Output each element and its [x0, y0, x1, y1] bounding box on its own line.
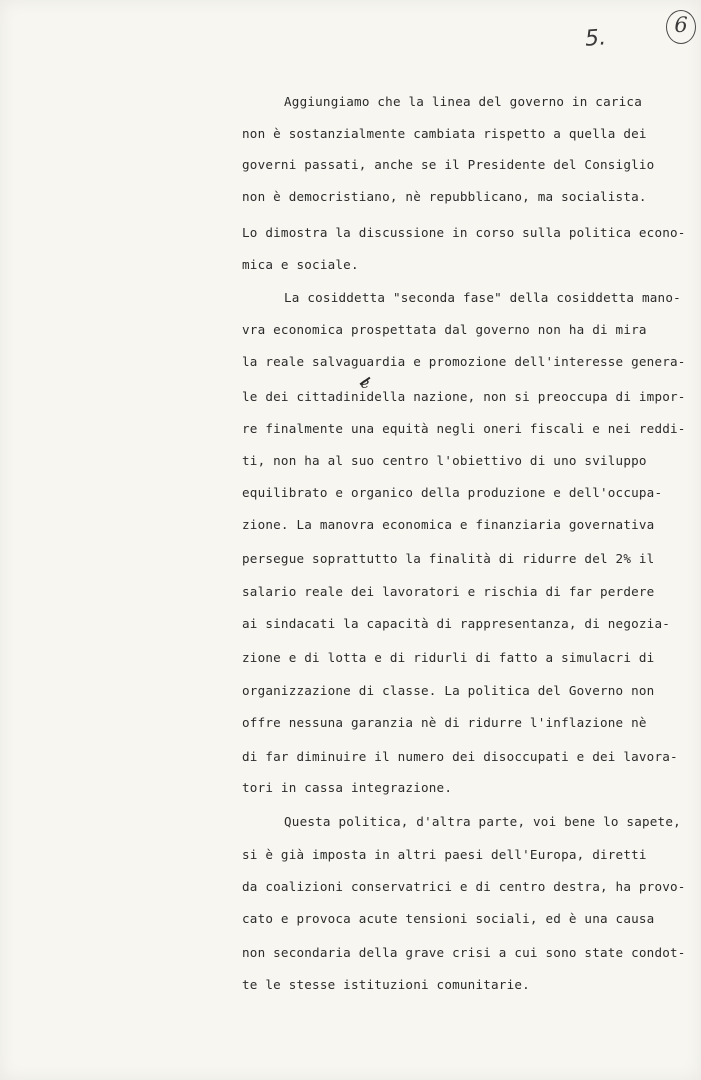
sheet-number: 6	[674, 13, 688, 37]
text-line: da coalizioni conservatrici e di centro destra, ha provo-	[242, 879, 686, 894]
text-line: organizzazione di classe. La politica del Governo non	[242, 683, 655, 698]
text-line: Aggiungiamo che la linea del governo in carica	[284, 94, 642, 109]
inserted-letter: e	[360, 374, 370, 392]
text-line: zione. La manovra economica e finanziaria governativa	[242, 517, 655, 532]
text-line: tori in cassa integrazione.	[242, 780, 453, 795]
text-line: governi passati, anche se il Presidente del Consiglio	[242, 157, 655, 172]
text-line: non è democristiano, nè repubblicano, ma socialista.	[242, 189, 647, 204]
text-segment: le dei cittadini	[242, 389, 367, 404]
text-line: zione e di lotta e di ridurli di fatto a simulacri di	[242, 650, 655, 665]
page-number: 5.	[584, 25, 607, 52]
text-line-with-correction	[242, 374, 686, 404]
text-line: te le stesse istituzioni comunitarie.	[242, 977, 530, 992]
text-line: la reale salvaguardia e promozione dell'interesse genera-	[242, 354, 686, 369]
text-line: di far diminuire il numero dei disoccupati e dei lavora-	[242, 749, 678, 764]
text-line: vra economica prospettata dal governo non ha di mira	[242, 322, 647, 337]
text-line: La cosiddetta "seconda fase" della cosiddetta mano-	[284, 290, 681, 305]
text-line: salario reale dei lavoratori e rischia di far perdere	[242, 584, 655, 599]
text-line: offre nessuna garanzia nè di ridurre l'inflazione nè	[242, 715, 647, 730]
text-line: persegue soprattutto la finalità di ridurre del 2% il	[242, 551, 655, 566]
text-line: si è già imposta in altri paesi dell'Europa, diretti	[242, 847, 647, 862]
text-segment: della nazione, non si preoccupa di impor-	[366, 389, 686, 404]
text-line: ai sindacati la capacità di rappresentanza, di negozia-	[242, 616, 671, 631]
text-line: non è sostanzialmente cambiata rispetto a quella dei	[242, 126, 647, 141]
text-line: non secondaria della grave crisi a cui sono state condot-	[242, 945, 686, 960]
text-line: mica e sociale.	[242, 257, 359, 272]
text-line: Questa politica, d'altra parte, voi bene lo sapete,	[284, 814, 681, 829]
text-line: equilibrato e organico della produzione e dell'occupa-	[242, 485, 663, 500]
text-line: re finalmente una equità negli oneri fiscali e nei reddi-	[242, 421, 686, 436]
text-line: ti, non ha al suo centro l'obiettivo di uno sviluppo	[242, 453, 647, 468]
text-line: cato e provoca acute tensioni sociali, ed è una causa	[242, 911, 655, 926]
text-line: Lo dimostra la discussione in corso sulla politica econo-	[242, 225, 686, 240]
sheet-number-circle	[666, 10, 696, 44]
